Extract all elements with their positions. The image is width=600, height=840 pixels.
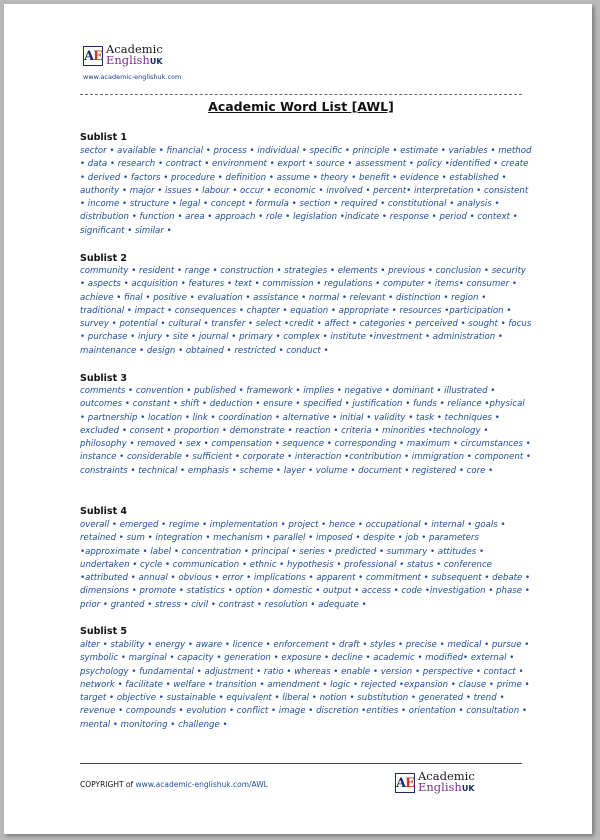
logo-line-english: English	[418, 780, 462, 794]
sublist-2-words: community • resident • range • construction • strategies • elements • previous • conclusion • security • aspects • acquisition • features • text • commission • regulations • computer • items• consumer • achieve • final • positive • evaluation • assistance • normal • relevant • distinction • region • traditional • impact • consequences • chapter • equation • appropriate • resources •participation • survey • potential • cultural • transfer • select •credit • affect • categories • perceived • sought • focus • purchase • injury • site • journal • primary • complex • institute •investment • administration • maintenance • design • obtained • restricted • conduct •	[80, 266, 532, 356]
copyright-link[interactable]: www.academic-englishuk.com/AWL	[135, 780, 268, 789]
footer-logo	[395, 771, 475, 794]
sublist-3-heading: Sublist 3	[80, 373, 128, 384]
sublist-1-words: sector • available • financial • process • individual • specific • principle • estimate • variables • method • data • research • contract • environment • export • source • assessment • policy •identified • create • derived • factors • procedure • definition • assume • theory • benefit • evidence • established • authority • major • issues • labour • occur • economic • involved • percent• interpretation • consistent • income • structure • legal • concept • formula • section • required • constitutional • analysis • distribution • function • area • approach • role • legislation •indicate • response • period • context • significant • similar •	[80, 146, 532, 236]
copyright-prefix: COPYRIGHT of	[80, 780, 136, 789]
sublist-1-heading: Sublist 1	[80, 132, 128, 143]
logo-line-academic: Academic	[418, 769, 475, 783]
logo-uk: UK	[461, 784, 475, 793]
sublist-5-heading: Sublist 5	[80, 626, 128, 637]
logo-uk: UK	[149, 57, 163, 66]
logo-line-english: English	[106, 53, 150, 67]
sublist-2-heading: Sublist 2	[80, 253, 128, 264]
sublist-4-words: overall • emerged • regime • implementation • project • hence • occupational • internal • goals • retained • sum • integration • mechanism • parallel • imposed • despite • job • parameters •approximate • label • concentration • principal • series • predicted • summary • attitudes • undertaken • cycle • communication • ethnic • hypothesis • professional • status • conference •attributed • annual • obvious • error • implications • apparent • commitment • subsequent • debate • dimensions • promote • statistics • option • domestic • output • access • code •investigation • phase • prior • granted • stress • civil • contrast • resolution • adequate •	[80, 520, 531, 610]
ae-logo-icon: AE	[395, 773, 415, 793]
sublist-3-words: comments • convention • published • framework • implies • negative • dominant • illustrated • outcomes • constant • shift • deduction • ensure • specified • justification • funds • reliance •physical • partnership • location • link • coordination • alternative • initial • validity • task • techniques • excluded • consent • proportion • demonstrate • reaction • criteria • minorities •technology • philosophy • removed • sex • compensation • sequence • corresponding • maximum • circumstances • instance • considerable • sufficient • corporate • interaction •contribution • immigration • component • constraints • technical • emphasis • scheme • layer • volume • document • registered • core •	[80, 386, 531, 476]
logo-line-academic: Academic	[106, 42, 163, 56]
document-page	[4, 4, 592, 834]
document-title: Academic Word List [AWL]	[208, 99, 394, 114]
footer-divider	[80, 763, 522, 764]
sublist-5-words: alter • stability • energy • aware • licence • enforcement • draft • styles • precise • medical • pursue • symbolic • marginal • capacity • generation • exposure • decline • academic • modified• external • psychology • fundamental • adjustment • ratio • whereas • enable • version • perspective • contact • network • facilitate • welfare • transition • amendment • logic • rejected •expansion • clause • prime • target • objective • sustainable • equivalent • liberal • notion • substitution • generated • trend • revenue • compounds • evolution • conflict • image • discretion •entities • orientation • consultation • mental • monitoring • challenge •	[80, 640, 530, 730]
ae-logo-icon: AE	[83, 46, 103, 66]
footer-copyright	[80, 780, 268, 789]
sublist-4-heading: Sublist 4	[80, 506, 128, 517]
header-divider	[80, 94, 522, 95]
site-url[interactable]: www.academic-englishuk.com	[83, 73, 182, 81]
academic-english-logo	[83, 44, 163, 67]
